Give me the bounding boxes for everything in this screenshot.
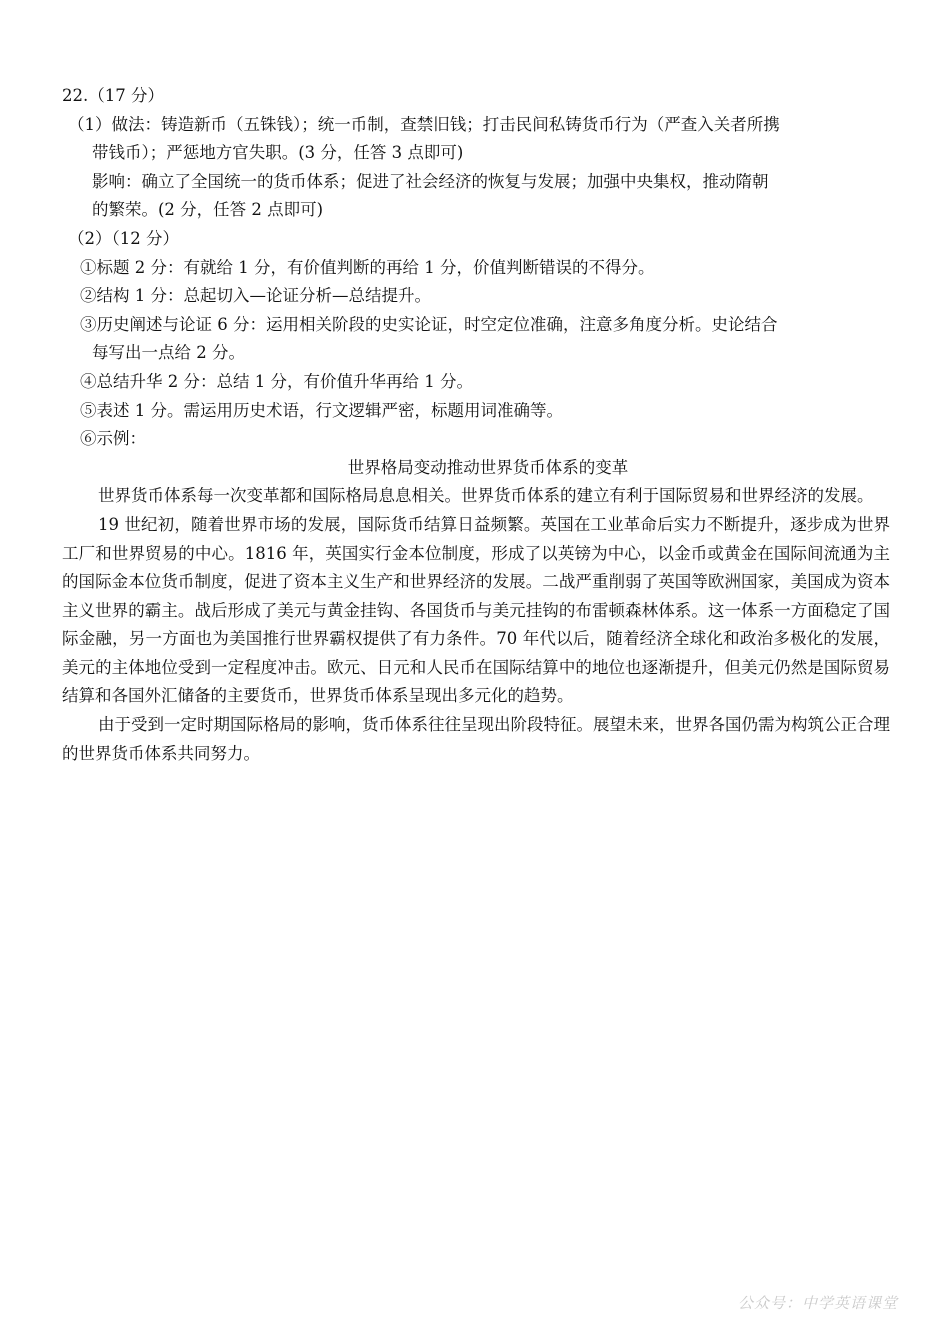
part1-impact-line2: 的繁荣。(2 分，任答 2 点即可)	[92, 200, 324, 220]
criterion-argument-cont: 每写出一点给 2 分。	[92, 343, 245, 363]
essay-paragraph-conclusion: 由于受到一定时期国际格局的影响，货币体系往往呈现出阶段特征。展望未来，世界各国仍需为构筑公正合理的世界货币体系共同努力。	[62, 715, 890, 763]
part1-impact-line1: 影响：确立了全国统一的货币体系；促进了社会经济的恢复与发展；加强中央集权，推动隋朝	[92, 171, 769, 191]
criterion-argument: ③历史阐述与论证 6 分：运用相关阶段的史实论证，时空定位准确，注意多角度分析。史论结合	[80, 314, 778, 334]
part2-header: （2）（12 分）	[68, 228, 179, 248]
criterion-structure: ②结构 1 分：总起切入—论证分析—总结提升。	[80, 286, 431, 306]
criterion-summary: ④总结升华 2 分：总结 1 分，有价值升华再给 1 分。	[80, 371, 473, 391]
essay-title: 世界格局变动推动世界货币体系的变革	[347, 457, 629, 477]
essay-paragraph-intro: 世界货币体系每一次变革都和国际格局息息相关。世界货币体系的建立有利于国际贸易和世界经济的发展。	[98, 486, 874, 506]
essay-paragraph-body: 19 世纪初，随着世界市场的发展，国际货币结算日益频繁。英国在工业革命后实力不断提升，逐步成为世界工厂和世界贸易的中心。1816 年，英国实行金本位制度，形成了以英镑为中心，以金币或黄金在国际间流通为主的国际金本位货币制度，促进了资本主义生产和世界经济的发展。二战严重削弱了英国等欧洲国家，美国成为资本主义世界的霸主。战后形成了美元与黄金挂钩、各国货币与美元挂钩的布雷顿森林体系。这一体系一方面稳定了国际金融，另一方面也为美国推行世界霸权提供了有力条件。70 年代以后，随着经济全球化和政治多极化的发展，美元的主体地位受到一定程度冲击。欧元、日元和人民币在国际结算中的地位也逐渐提升，但美元仍然是国际贸易结算和各国外汇储备的主要货币，世界货币体系呈现出多元化的趋势。	[62, 514, 890, 706]
part1-practice-line2: 带钱币）；严惩地方官失职。(3 分，任答 3 点即可)	[92, 143, 464, 163]
answer-document	[62, 82, 890, 768]
criterion-title: ①标题 2 分：有就给 1 分，有价值判断的再给 1 分，价值判断错误的不得分。	[80, 257, 655, 277]
criterion-example: ⑥示例：	[80, 429, 146, 449]
criterion-expression: ⑤表述 1 分。需运用历史术语，行文逻辑严密，标题用词准确等。	[80, 400, 563, 420]
part1-practice-line1: （1）做法：铸造新币（五铢钱）；统一币制，查禁旧钱；打击民间私铸货币行为（严查入关者所携	[68, 114, 780, 134]
watermark-text: 公众号：中学英语课堂	[737, 1294, 898, 1312]
question-header: 22.（17 分）	[62, 86, 164, 105]
